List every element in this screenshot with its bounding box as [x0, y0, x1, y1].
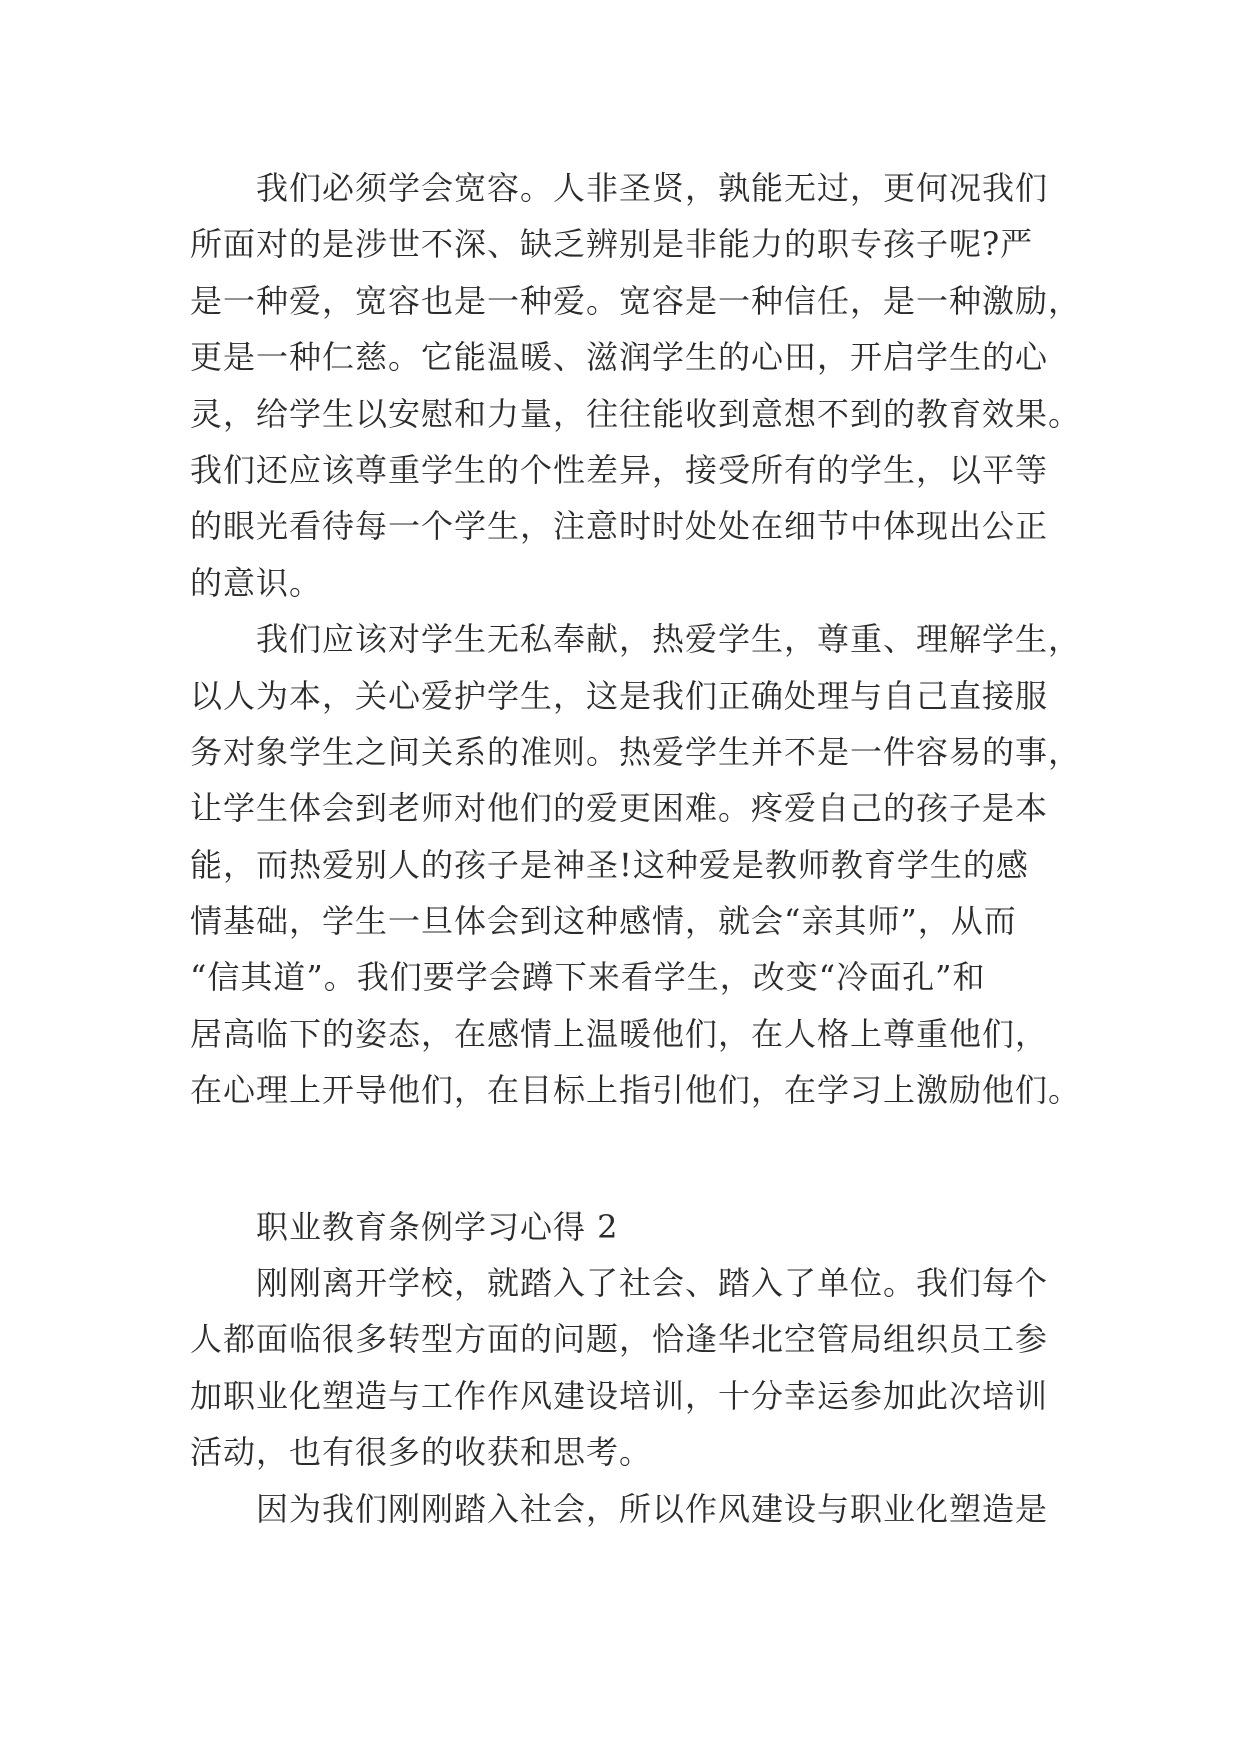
text-line: 情基础，学生一旦体会到这种感情，就会“亲其师”，从而: [190, 902, 1017, 941]
document-body: [190, 160, 1082, 1537]
text-line: 让学生体会到老师对他们的爱更困难。疼爱自己的孩子是本: [190, 789, 1049, 828]
text-line: 以人为本，关心爱护学生，这是我们正确处理与自己直接服: [190, 676, 1049, 715]
text-line: 务对象学生之间关系的准则。热爱学生并不是一件容易的事，: [190, 732, 1082, 771]
paragraph: [190, 611, 1082, 1119]
text-line: 所面对的是涉世不深、缺乏辨别是非能力的职专孩子呢?严: [190, 225, 1034, 264]
paragraph: [190, 1255, 1060, 1481]
section-title: 职业教育条例学习心得 2: [256, 1207, 619, 1246]
text-line: 加职业化塑造与工作作风建设培训，十分幸运参加此次培训: [190, 1376, 1049, 1415]
text-line: 更是一种仁慈。它能温暖、滋润学生的心田，开启学生的心: [190, 338, 1049, 377]
text-line: 我们必须学会宽容。人非圣贤，孰能无过，更何况我们: [256, 169, 1049, 207]
text-line: 活动，也有很多的收获和思考。: [190, 1433, 653, 1472]
text-line: 人都面临很多转型方面的问题，恰逢华北空管局组织员工参: [190, 1320, 1049, 1359]
text-line: 能，而热爱别人的孩子是神圣!这种爱是教师教育学生的感: [190, 845, 1029, 884]
text-line: 是一种爱，宽容也是一种爱。宽容是一种信任，是一种激励，: [190, 281, 1082, 320]
text-line: 的意识。: [190, 563, 323, 602]
paragraph: [190, 160, 1082, 611]
text-line: 的眼光看待每一个学生，注意时时处处在细节中体现出公正: [190, 507, 1049, 546]
text-line: 我们应该对学生无私奉献，热爱学生，尊重、理解学生，: [256, 620, 1082, 659]
text-line: 因为我们刚刚踏入社会，所以作风建设与职业化塑造是: [256, 1489, 1049, 1528]
paragraph: [190, 1481, 1060, 1537]
text-line: 灵，给学生以安慰和力量，往往能收到意想不到的教育效果。: [190, 394, 1082, 433]
text-line: 我们还应该尊重学生的个性差异，接受所有的学生，以平等: [190, 450, 1049, 489]
text-line: 在心理上开导他们，在目标上指引他们，在学习上激励他们。: [190, 1071, 1082, 1110]
text-line: 居高临下的姿态，在感情上温暖他们，在人格上尊重他们，: [190, 1014, 1049, 1053]
section-spacer: [190, 1119, 1060, 1199]
text-line: 刚刚离开学校，就踏入了社会、踏入了单位。我们每个: [256, 1264, 1049, 1303]
text-line: “信其道”。我们要学会蹲下来看学生，改变“冷面孔”和: [190, 958, 986, 997]
